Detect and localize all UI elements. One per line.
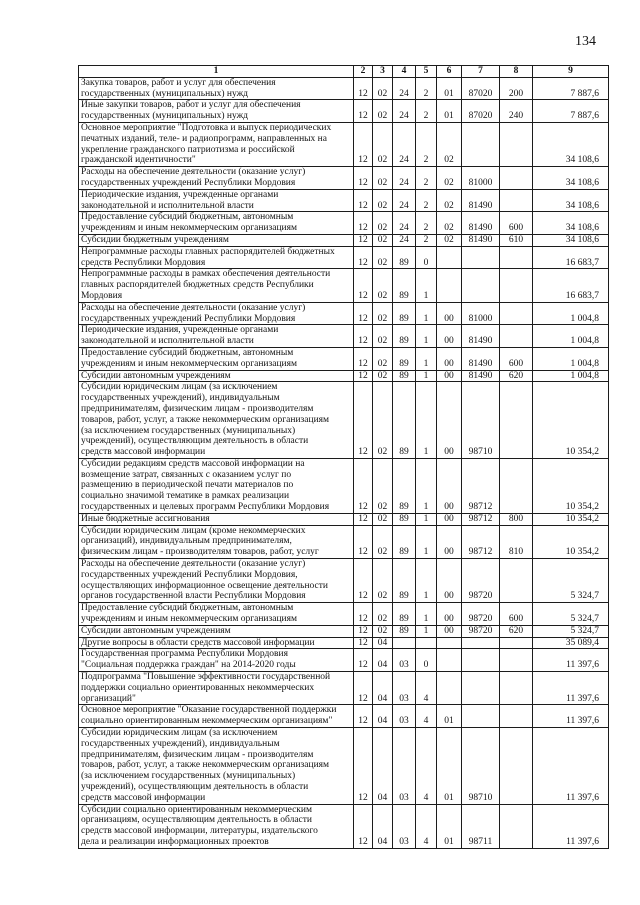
code-cell-2: 12 xyxy=(354,325,373,348)
code-cell-3: 02 xyxy=(373,122,393,166)
amount-cell: 5 324,7 xyxy=(533,559,609,603)
code-cell-2: 12 xyxy=(354,705,373,728)
code-cell-4: 03 xyxy=(393,728,416,805)
code-cell-8 xyxy=(500,672,533,705)
code-cell-2: 12 xyxy=(354,234,373,246)
name-cell: Расходы на обеспечение деятельности (оказание услуг) государственных учреждений Республики Мордовия xyxy=(79,302,354,325)
code-cell-3: 02 xyxy=(373,246,393,269)
code-cell-5 xyxy=(416,637,437,649)
code-cell-7: 98711 xyxy=(462,804,500,848)
code-cell-3: 02 xyxy=(373,269,393,302)
code-cell-8: 620 xyxy=(500,625,533,637)
code-cell-6: 02 xyxy=(437,234,462,246)
code-cell-7: 98710 xyxy=(462,382,500,459)
code-cell-2: 12 xyxy=(354,122,373,166)
code-cell-7: 81000 xyxy=(462,302,500,325)
table-row xyxy=(79,458,609,513)
code-cell-2: 12 xyxy=(354,649,373,672)
table-row xyxy=(79,625,609,637)
code-cell-4: 89 xyxy=(393,625,416,637)
code-cell-7 xyxy=(462,122,500,166)
amount-cell: 11 397,6 xyxy=(533,649,609,672)
code-cell-2: 12 xyxy=(354,603,373,626)
code-cell-5: 1 xyxy=(416,302,437,325)
name-cell: Другие вопросы в области средств массовой информации xyxy=(79,637,354,649)
name-cell: Субсидии автономным учреждениям xyxy=(79,625,354,637)
code-cell-2: 12 xyxy=(354,370,373,382)
code-cell-7: 98712 xyxy=(462,513,500,525)
code-cell-4: 03 xyxy=(393,649,416,672)
name-cell: Закупка товаров, работ и услуг для обеспечения государственных (муниципальных) нужд xyxy=(79,77,354,100)
code-cell-2: 12 xyxy=(354,458,373,513)
code-cell-2: 12 xyxy=(354,212,373,235)
code-cell-4: 24 xyxy=(393,234,416,246)
amount-cell: 11 397,6 xyxy=(533,705,609,728)
code-cell-8: 600 xyxy=(500,347,533,370)
code-cell-3: 02 xyxy=(373,302,393,325)
code-cell-5: 2 xyxy=(416,122,437,166)
amount-cell: 1 004,8 xyxy=(533,370,609,382)
code-cell-5: 1 xyxy=(416,269,437,302)
code-cell-3: 04 xyxy=(373,649,393,672)
code-cell-2: 12 xyxy=(354,559,373,603)
table-row xyxy=(79,77,609,100)
amount-cell: 1 004,8 xyxy=(533,302,609,325)
name-cell: Подпрограмма "Повышение эффективности государственной поддержки социально ориентированных некоммерческих организаций" xyxy=(79,672,354,705)
amount-cell: 34 108,6 xyxy=(533,122,609,166)
code-cell-6: 00 xyxy=(437,559,462,603)
code-cell-4: 89 xyxy=(393,246,416,269)
code-cell-5: 2 xyxy=(416,100,437,123)
code-cell-3: 02 xyxy=(373,603,393,626)
header-cell-1: 1 xyxy=(79,66,354,78)
code-cell-7 xyxy=(462,672,500,705)
name-cell: Предоставление субсидий бюджетным, автономным учреждениям и иным некоммерческим организациям xyxy=(79,347,354,370)
code-cell-4: 24 xyxy=(393,100,416,123)
amount-cell: 11 397,6 xyxy=(533,728,609,805)
amount-cell: 10 354,2 xyxy=(533,525,609,558)
code-cell-6: 01 xyxy=(437,728,462,805)
code-cell-8 xyxy=(500,637,533,649)
name-cell: Субсидии юридическим лицам (за исключением государственных учреждений), индивидуальным предпринимателям, физическим лицам - производителям товаров, работ, услуг, а также некоммерческим организациям (за исключением государственных (муниципальных) учреждений), осуществляющим деятельность в области средств массовой информации xyxy=(79,382,354,459)
table-row xyxy=(79,728,609,805)
code-cell-4: 24 xyxy=(393,77,416,100)
code-cell-5: 1 xyxy=(416,458,437,513)
code-cell-3: 04 xyxy=(373,804,393,848)
code-cell-7: 81490 xyxy=(462,325,500,348)
code-cell-4: 89 xyxy=(393,382,416,459)
code-cell-7: 98712 xyxy=(462,525,500,558)
budget-table xyxy=(78,65,609,849)
amount-cell: 10 354,2 xyxy=(533,513,609,525)
table-row xyxy=(79,637,609,649)
code-cell-8 xyxy=(500,302,533,325)
code-cell-2: 12 xyxy=(354,167,373,190)
name-cell: Иные закупки товаров, работ и услуг для обеспечения государственных (муниципальных) нужд xyxy=(79,100,354,123)
code-cell-4: 89 xyxy=(393,347,416,370)
amount-cell: 34 108,6 xyxy=(533,189,609,212)
code-cell-8 xyxy=(500,246,533,269)
code-cell-3: 02 xyxy=(373,189,393,212)
header-cell-4: 4 xyxy=(393,66,416,78)
code-cell-4: 89 xyxy=(393,370,416,382)
table-row xyxy=(79,804,609,848)
code-cell-6: 01 xyxy=(437,705,462,728)
code-cell-6: 02 xyxy=(437,122,462,166)
code-cell-7: 98720 xyxy=(462,559,500,603)
name-cell: Иные бюджетные ассигнования xyxy=(79,513,354,525)
code-cell-7: 87020 xyxy=(462,77,500,100)
code-cell-7: 81000 xyxy=(462,167,500,190)
name-cell: Непрограммные расходы в рамках обеспечения деятельности главных распорядителей бюджетных средств Республики Мордовия xyxy=(79,269,354,302)
amount-cell: 34 108,6 xyxy=(533,167,609,190)
code-cell-3: 02 xyxy=(373,525,393,558)
amount-cell: 7 887,6 xyxy=(533,77,609,100)
code-cell-2: 12 xyxy=(354,302,373,325)
code-cell-3: 02 xyxy=(373,100,393,123)
code-cell-6 xyxy=(437,637,462,649)
code-cell-5: 1 xyxy=(416,347,437,370)
name-cell: Расходы на обеспечение деятельности (оказание услуг) государственных учреждений Республики Мордовия xyxy=(79,167,354,190)
code-cell-3: 02 xyxy=(373,370,393,382)
code-cell-5: 0 xyxy=(416,246,437,269)
amount-cell: 34 108,6 xyxy=(533,234,609,246)
header-cell-7: 7 xyxy=(462,66,500,78)
code-cell-7 xyxy=(462,705,500,728)
table-row xyxy=(79,167,609,190)
code-cell-8 xyxy=(500,382,533,459)
code-cell-6: 00 xyxy=(437,370,462,382)
code-cell-4: 89 xyxy=(393,525,416,558)
code-cell-5: 4 xyxy=(416,728,437,805)
code-cell-5: 1 xyxy=(416,382,437,459)
code-cell-8: 800 xyxy=(500,513,533,525)
code-cell-5: 1 xyxy=(416,559,437,603)
code-cell-8 xyxy=(500,269,533,302)
name-cell: Предоставление субсидий бюджетным, автономным учреждениям и иным некоммерческим организациям xyxy=(79,212,354,235)
code-cell-3: 02 xyxy=(373,458,393,513)
code-cell-6 xyxy=(437,649,462,672)
code-cell-4: 03 xyxy=(393,672,416,705)
code-cell-2: 12 xyxy=(354,269,373,302)
table-row xyxy=(79,234,609,246)
code-cell-8: 810 xyxy=(500,525,533,558)
header-cell-9: 9 xyxy=(533,66,609,78)
table-row xyxy=(79,525,609,558)
code-cell-5: 4 xyxy=(416,804,437,848)
code-cell-4: 89 xyxy=(393,603,416,626)
code-cell-3: 02 xyxy=(373,77,393,100)
code-cell-2: 12 xyxy=(354,77,373,100)
code-cell-7 xyxy=(462,649,500,672)
table-row xyxy=(79,513,609,525)
code-cell-5: 2 xyxy=(416,77,437,100)
code-cell-4: 89 xyxy=(393,269,416,302)
code-cell-5: 2 xyxy=(416,234,437,246)
code-cell-4: 89 xyxy=(393,513,416,525)
name-cell: Субсидии бюджетным учреждениям xyxy=(79,234,354,246)
code-cell-8: 610 xyxy=(500,234,533,246)
code-cell-8 xyxy=(500,649,533,672)
code-cell-6: 00 xyxy=(437,458,462,513)
code-cell-6: 00 xyxy=(437,525,462,558)
amount-cell: 16 683,7 xyxy=(533,246,609,269)
code-cell-5: 2 xyxy=(416,212,437,235)
code-cell-2: 12 xyxy=(354,246,373,269)
name-cell: Субсидии юридическим лицам (кроме некоммерческих организаций), индивидуальным предпринимателям, физическим лицам - производителям товаров, работ, услуг xyxy=(79,525,354,558)
code-cell-6: 02 xyxy=(437,189,462,212)
code-cell-4: 03 xyxy=(393,804,416,848)
table-row xyxy=(79,347,609,370)
table-row xyxy=(79,302,609,325)
code-cell-7 xyxy=(462,246,500,269)
code-cell-2: 12 xyxy=(354,100,373,123)
code-cell-5: 1 xyxy=(416,513,437,525)
code-cell-7: 81490 xyxy=(462,370,500,382)
table-row xyxy=(79,100,609,123)
table-row xyxy=(79,246,609,269)
table-row xyxy=(79,705,609,728)
code-cell-6: 01 xyxy=(437,804,462,848)
table-row xyxy=(79,382,609,459)
code-cell-6 xyxy=(437,269,462,302)
name-cell: Периодические издания, учрежденные органами законодательной и исполнительной власти xyxy=(79,325,354,348)
code-cell-2: 12 xyxy=(354,347,373,370)
name-cell: Субсидии социально ориентированным некоммерческим организациям, осуществляющим деятельность в области средств массовой информации, литературы, издательского дела и реализации информационных проектов xyxy=(79,804,354,848)
code-cell-3: 04 xyxy=(373,705,393,728)
code-cell-7 xyxy=(462,637,500,649)
code-cell-5: 1 xyxy=(416,525,437,558)
table-row xyxy=(79,122,609,166)
name-cell: Субсидии юридическим лицам (за исключением государственных учреждений), индивидуальным предпринимателям, физическим лицам - производителям товаров, работ, услуг, а также некоммерческим организациям (за исключением государственных (муниципальных) учреждений), осуществляющим деятельность в области средств массовой информации xyxy=(79,728,354,805)
code-cell-6: 00 xyxy=(437,382,462,459)
header-cell-8: 8 xyxy=(500,66,533,78)
code-cell-6: 00 xyxy=(437,513,462,525)
code-cell-6: 02 xyxy=(437,212,462,235)
code-cell-8 xyxy=(500,705,533,728)
table-row xyxy=(79,603,609,626)
code-cell-3: 02 xyxy=(373,625,393,637)
table-row xyxy=(79,370,609,382)
code-cell-2: 12 xyxy=(354,672,373,705)
header-cell-6: 6 xyxy=(437,66,462,78)
amount-cell: 7 887,6 xyxy=(533,100,609,123)
code-cell-2: 12 xyxy=(354,189,373,212)
code-cell-5: 1 xyxy=(416,370,437,382)
code-cell-3: 02 xyxy=(373,347,393,370)
code-cell-5: 1 xyxy=(416,325,437,348)
amount-cell: 35 089,4 xyxy=(533,637,609,649)
table-row xyxy=(79,672,609,705)
code-cell-8 xyxy=(500,189,533,212)
code-cell-3: 02 xyxy=(373,234,393,246)
code-cell-8 xyxy=(500,559,533,603)
code-cell-7: 98710 xyxy=(462,728,500,805)
code-cell-3: 02 xyxy=(373,325,393,348)
code-cell-7: 81490 xyxy=(462,347,500,370)
name-cell: Субсидии редакциям средств массовой информации на возмещение затрат, связанных с оказанием услуг по размещению в периодической печати материалов по социально значимой тематике в рамках реализации государственных и целевых программ Республики Мордовия xyxy=(79,458,354,513)
table-row xyxy=(79,325,609,348)
code-cell-4: 89 xyxy=(393,559,416,603)
code-cell-5: 1 xyxy=(416,603,437,626)
code-cell-8 xyxy=(500,458,533,513)
code-cell-8 xyxy=(500,728,533,805)
name-cell: Субсидии автономным учреждениям xyxy=(79,370,354,382)
page-number: 134 xyxy=(575,34,596,49)
code-cell-2: 12 xyxy=(354,513,373,525)
code-cell-4: 89 xyxy=(393,458,416,513)
code-cell-7: 98712 xyxy=(462,458,500,513)
code-cell-7 xyxy=(462,269,500,302)
code-cell-5: 4 xyxy=(416,705,437,728)
table-row xyxy=(79,269,609,302)
code-cell-4: 24 xyxy=(393,122,416,166)
code-cell-8: 600 xyxy=(500,212,533,235)
table-row xyxy=(79,559,609,603)
code-cell-3: 04 xyxy=(373,672,393,705)
code-cell-4: 89 xyxy=(393,325,416,348)
code-cell-4: 24 xyxy=(393,189,416,212)
name-cell: Периодические издания, учрежденные органами законодательной и исполнительной власти xyxy=(79,189,354,212)
code-cell-8: 240 xyxy=(500,100,533,123)
code-cell-6 xyxy=(437,246,462,269)
code-cell-2: 12 xyxy=(354,625,373,637)
amount-cell: 16 683,7 xyxy=(533,269,609,302)
code-cell-6: 01 xyxy=(437,100,462,123)
code-cell-2: 12 xyxy=(354,637,373,649)
code-cell-5: 2 xyxy=(416,189,437,212)
code-cell-3: 04 xyxy=(373,637,393,649)
name-cell: Основное мероприятие "Оказание государственной поддержки социально ориентированным некоммерческим организациям" xyxy=(79,705,354,728)
code-cell-7: 98720 xyxy=(462,625,500,637)
amount-cell: 10 354,2 xyxy=(533,382,609,459)
code-cell-7: 81490 xyxy=(462,189,500,212)
code-cell-6: 00 xyxy=(437,603,462,626)
code-cell-4: 89 xyxy=(393,302,416,325)
name-cell: Непрограммные расходы главных распорядителей бюджетных средств Республики Мордовия xyxy=(79,246,354,269)
code-cell-8: 600 xyxy=(500,603,533,626)
code-cell-5: 4 xyxy=(416,672,437,705)
code-cell-6: 02 xyxy=(437,167,462,190)
table-row xyxy=(79,649,609,672)
code-cell-4 xyxy=(393,637,416,649)
code-cell-5: 2 xyxy=(416,167,437,190)
code-cell-6: 00 xyxy=(437,302,462,325)
code-cell-2: 12 xyxy=(354,382,373,459)
code-cell-8: 200 xyxy=(500,77,533,100)
header-cell-2: 2 xyxy=(354,66,373,78)
code-cell-3: 02 xyxy=(373,559,393,603)
code-cell-2: 12 xyxy=(354,525,373,558)
amount-cell: 1 004,8 xyxy=(533,347,609,370)
code-cell-6: 00 xyxy=(437,325,462,348)
name-cell: Предоставление субсидий бюджетным, автономным учреждениям и иным некоммерческим организациям xyxy=(79,603,354,626)
code-cell-8 xyxy=(500,167,533,190)
code-cell-6: 00 xyxy=(437,347,462,370)
table-body xyxy=(79,77,609,848)
code-cell-3: 02 xyxy=(373,167,393,190)
code-cell-3: 02 xyxy=(373,212,393,235)
amount-cell: 34 108,6 xyxy=(533,212,609,235)
name-cell: Основное мероприятие "Подготовка и выпуск периодических печатных изданий, теле- и радиопрограмм, направленных на укрепление гражданского патриотизма и российской гражданской идентичности" xyxy=(79,122,354,166)
code-cell-4: 24 xyxy=(393,212,416,235)
code-cell-2: 12 xyxy=(354,728,373,805)
code-cell-3: 02 xyxy=(373,513,393,525)
code-cell-4: 03 xyxy=(393,705,416,728)
code-cell-7: 81490 xyxy=(462,234,500,246)
name-cell: Расходы на обеспечение деятельности (оказание услуг) государственных учреждений Республики Мордовия, осуществляющих информационное освещение деятельности органов государственной власти Республики Мордовия xyxy=(79,559,354,603)
code-cell-8: 620 xyxy=(500,370,533,382)
code-cell-5: 1 xyxy=(416,625,437,637)
code-cell-5: 0 xyxy=(416,649,437,672)
code-cell-3: 04 xyxy=(373,728,393,805)
code-cell-6: 01 xyxy=(437,77,462,100)
table-row xyxy=(79,189,609,212)
amount-cell: 1 004,8 xyxy=(533,325,609,348)
table-header-row xyxy=(79,66,609,78)
amount-cell: 11 397,6 xyxy=(533,804,609,848)
amount-cell: 5 324,7 xyxy=(533,603,609,626)
amount-cell: 10 354,2 xyxy=(533,458,609,513)
amount-cell: 11 397,6 xyxy=(533,672,609,705)
name-cell: Государственная программа Республики Мордовия "Социальная поддержка граждан" на 2014-2020 годы xyxy=(79,649,354,672)
code-cell-2: 12 xyxy=(354,804,373,848)
amount-cell: 5 324,7 xyxy=(533,625,609,637)
code-cell-6: 00 xyxy=(437,625,462,637)
code-cell-7: 98720 xyxy=(462,603,500,626)
code-cell-7: 87020 xyxy=(462,100,500,123)
code-cell-3: 02 xyxy=(373,382,393,459)
code-cell-8 xyxy=(500,804,533,848)
code-cell-4: 24 xyxy=(393,167,416,190)
header-cell-3: 3 xyxy=(373,66,393,78)
code-cell-8 xyxy=(500,122,533,166)
header-cell-5: 5 xyxy=(416,66,437,78)
code-cell-7: 81490 xyxy=(462,212,500,235)
code-cell-6 xyxy=(437,672,462,705)
table-row xyxy=(79,212,609,235)
code-cell-8 xyxy=(500,325,533,348)
